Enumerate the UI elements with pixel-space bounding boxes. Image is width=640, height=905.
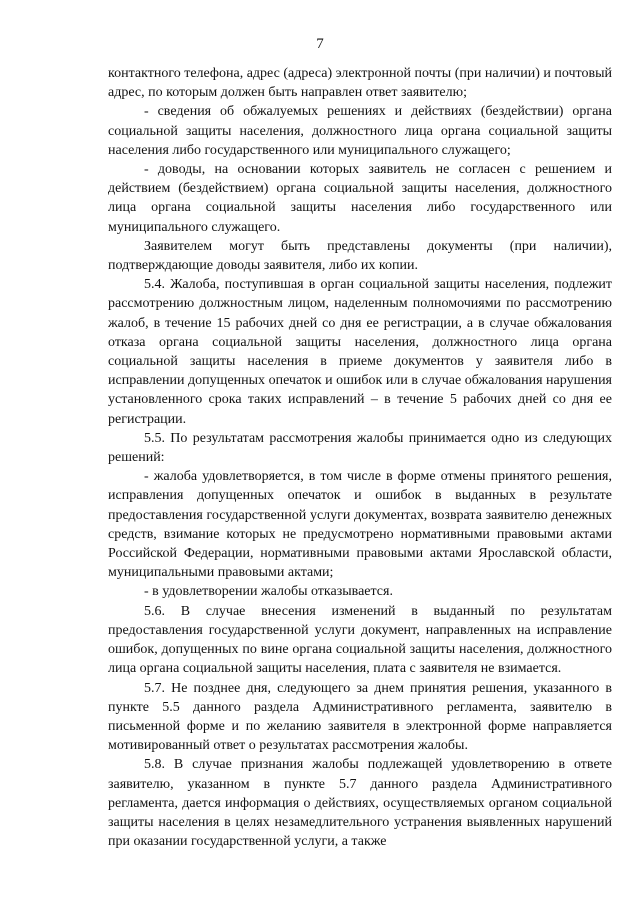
paragraph-contact-info: контактного телефона, адрес (адреса) электронной почты (при наличии) и почтовый адрес, по которым должен быть направлен ответ заявителю; <box>108 66 612 101</box>
paragraph-complaint-refused: - в удовлетворении жалобы отказывается. <box>144 584 393 600</box>
paragraph-documents: Заявителем могут быть представлены документы (при наличии), подтверждающие доводы заявителя, либо их копии. <box>108 238 612 274</box>
paragraph-appealed-decisions: - сведения об обжалуемых решениях и действиях (бездействии) органа социальной защиты населения, должностного лица органа социальной защиты населения либо государственного или муниципального служащего; <box>108 104 612 158</box>
document-body <box>108 64 612 851</box>
page-number: 7 <box>316 36 324 52</box>
paragraph-5-5: 5.5. По результатам рассмотрения жалобы принимается одно из следующих решений: <box>108 430 612 466</box>
paragraph-5-8: 5.8. В случае признания жалобы подлежащей удовлетворению в ответе заявителю, указанном в пункте 5.7 данного раздела Административного регламента, дается информация о действиях, осуществляемых органом социальной защиты населения в целях незамедлительного устранения выявленных нарушений при оказании государственной услуги, а также <box>108 757 612 850</box>
paragraph-5-6: 5.6. В случае внесения изменений в выданный по результатам предоставления государственной услуги документ, направленных на исправление ошибок, допущенных по вине органа социальной защиты населения, должностного лица органа социальной защиты населения, плата с заявителя не взимается. <box>108 603 612 677</box>
paragraph-complaint-satisfied: - жалоба удовлетворяется, в том числе в форме отмены принятого решения, исправления допущенных опечаток и ошибок в выданных в результате предоставления государственной услуги документах, возврата заявителю денежных средств, взимание которых не предусмотрено нормативными правовыми актами Российской Федерации, нормативными правовыми актами Ярославской области, муниципальными правовыми актами; <box>108 469 612 581</box>
paragraph-5-7: 5.7. Не позднее дня, следующего за днем принятия решения, указанного в пункте 5.5 данного раздела Административного регламента, заявителю в письменной форме и по желанию заявителя в электронной форме направляется мотивированный ответ о результатах рассмотрения жалобы. <box>108 680 612 754</box>
paragraph-5-4: 5.4. Жалоба, поступившая в орган социальной защиты населения, подлежит рассмотрению должностным лицом, наделенным полномочиями по рассмотрению жалоб, в течение 15 рабочих дней со дня ее регистрации, а в случае обжалования отказа органа социальной защиты населения, должностного лица органа социальной защиты населения в приеме документов у заявителя либо в исправлении допущенных опечаток и ошибок или в случае обжалования нарушения установленного срока таких исправлений – в течение 5 рабочих дней со дня ее регистрации. <box>108 277 612 427</box>
paragraph-arguments: - доводы, на основании которых заявитель не согласен с решением и действием (бездействием) органа социальной защиты населения, должностного лица органа социальной защиты населения либо государственного или муниципального служащего. <box>108 162 612 235</box>
